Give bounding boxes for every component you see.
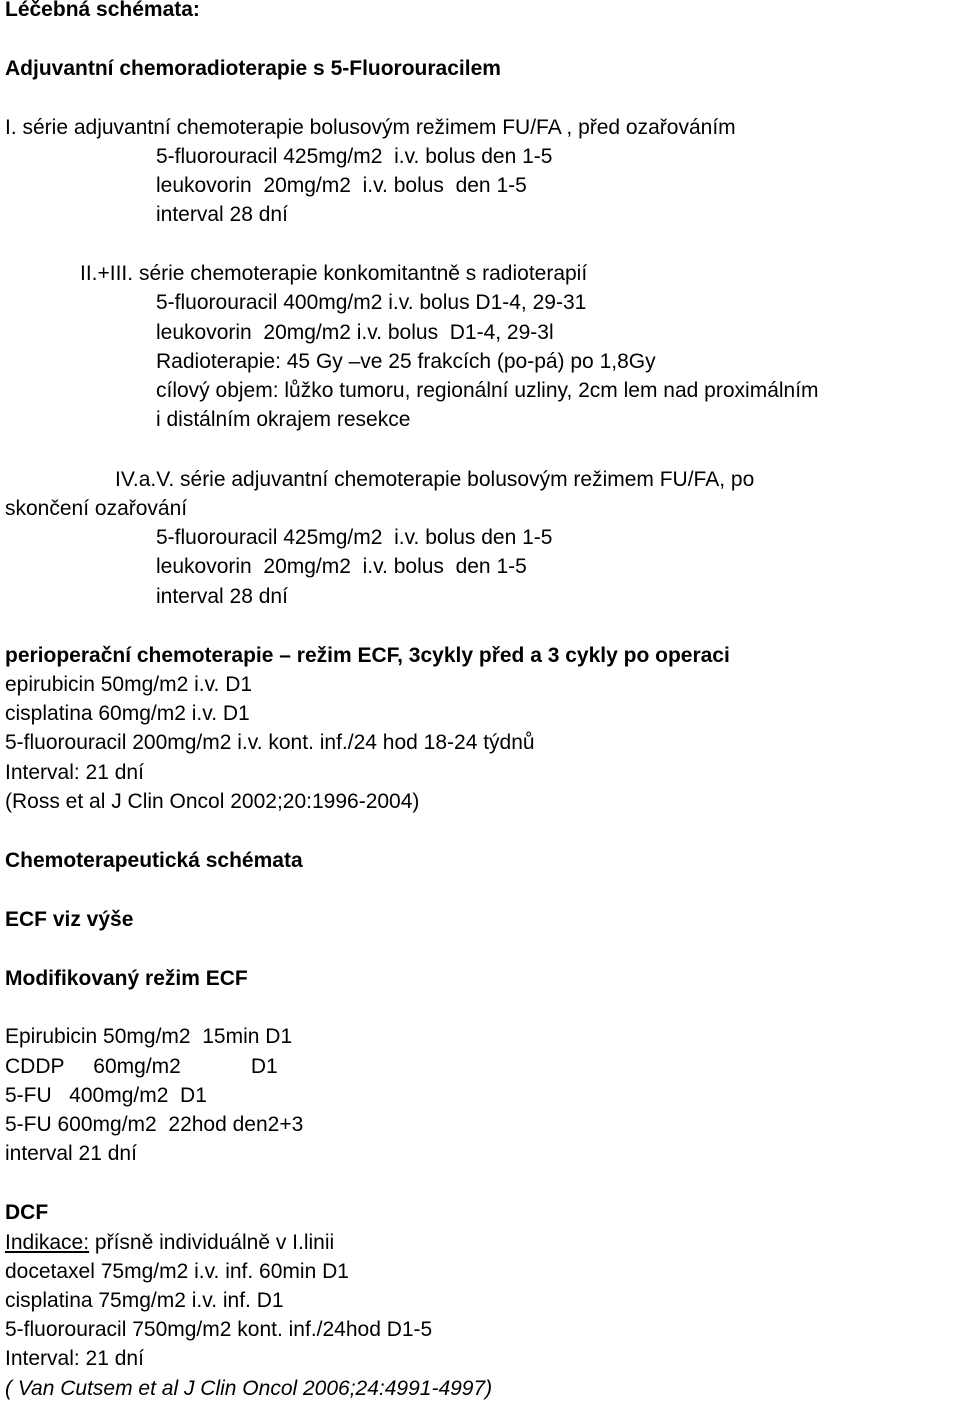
- modified-ecf-heading: Modifikovaný režim ECF: [5, 967, 248, 990]
- adjuvant-heading: Adjuvantní chemoradioterapie s 5-Fluorouracilem: [5, 57, 501, 80]
- series23-line: leukovorin 20mg/m2 i.v. bolus D1-4, 29-3l: [156, 321, 554, 344]
- chemo-schemes-heading: Chemoterapeutická schémata: [5, 849, 303, 872]
- page-title: Léčebná schémata:: [5, 0, 200, 21]
- series45-line: 5-fluorouracil 425mg/m2 i.v. bolus den 1-5: [156, 526, 553, 549]
- modified-ecf-line: CDDP 60mg/m2 D1: [5, 1055, 278, 1078]
- series23-line: i distálním okrajem resekce: [156, 408, 411, 431]
- series23-line: cílový objem: lůžko tumoru, regionální uzliny, 2cm lem nad proximálním: [156, 379, 819, 402]
- series45-title: IV.a.V. série adjuvantní chemoterapie bolusovým režimem FU/FA, po: [115, 468, 755, 491]
- series23-line: Radioterapie: 45 Gy –ve 25 frakcích (po-pá) po 1,8Gy: [156, 350, 656, 373]
- modified-ecf-line: Epirubicin 50mg/m2 15min D1: [5, 1025, 293, 1048]
- series1-line: interval 28 dní: [156, 203, 288, 226]
- dcf-indication: [5, 1230, 334, 1256]
- dcf-line: docetaxel 75mg/m2 i.v. inf. 60min D1: [5, 1260, 349, 1283]
- series45-title-cont: skončení ozařování: [5, 497, 188, 520]
- dcf-indication-text: přísně individuálně v I.linii: [89, 1231, 335, 1254]
- ecf-heading: ECF viz výše: [5, 908, 134, 931]
- modified-ecf-line: interval 21 dní: [5, 1142, 137, 1165]
- modified-ecf-line: 5-FU 600mg/m2 22hod den2+3: [5, 1113, 304, 1136]
- series45-line: leukovorin 20mg/m2 i.v. bolus den 1-5: [156, 555, 527, 578]
- series45-line: interval 28 dní: [156, 585, 288, 608]
- perioperative-line: cisplatina 60mg/m2 i.v. D1: [5, 702, 250, 725]
- dcf-indication-label: Indikace:: [5, 1231, 90, 1254]
- dcf-heading: DCF: [5, 1201, 49, 1224]
- perioperative-line: epirubicin 50mg/m2 i.v. D1: [5, 673, 253, 696]
- series1-line: leukovorin 20mg/m2 i.v. bolus den 1-5: [156, 174, 527, 197]
- perioperative-heading: perioperační chemoterapie – režim ECF, 3cykly před a 3 cykly po operaci: [5, 644, 730, 667]
- dcf-line: cisplatina 75mg/m2 i.v. inf. D1: [5, 1289, 284, 1312]
- series1-line: 5-fluorouracil 425mg/m2 i.v. bolus den 1-5: [156, 145, 553, 168]
- perioperative-line: Interval: 21 dní: [5, 761, 144, 784]
- dcf-reference: ( Van Cutsem et al J Clin Oncol 2006;24:4991-4997): [5, 1377, 493, 1400]
- series23-title: II.+III. série chemoterapie konkomitantně s radioterapií: [80, 262, 588, 285]
- modified-ecf-line: 5-FU 400mg/m2 D1: [5, 1084, 207, 1107]
- dcf-line: Interval: 21 dní: [5, 1347, 144, 1370]
- dcf-line: 5-fluorouracil 750mg/m2 kont. inf./24hod D1-5: [5, 1318, 433, 1341]
- series1-title: I. série adjuvantní chemoterapie bolusovým režimem FU/FA , před ozařováním: [5, 116, 736, 139]
- perioperative-reference: (Ross et al J Clin Oncol 2002;20:1996-2004): [5, 790, 420, 813]
- series23-line: 5-fluorouracil 400mg/m2 i.v. bolus D1-4, 29-31: [156, 291, 587, 314]
- perioperative-line: 5-fluorouracil 200mg/m2 i.v. kont. inf./24 hod 18-24 týdnů: [5, 731, 535, 754]
